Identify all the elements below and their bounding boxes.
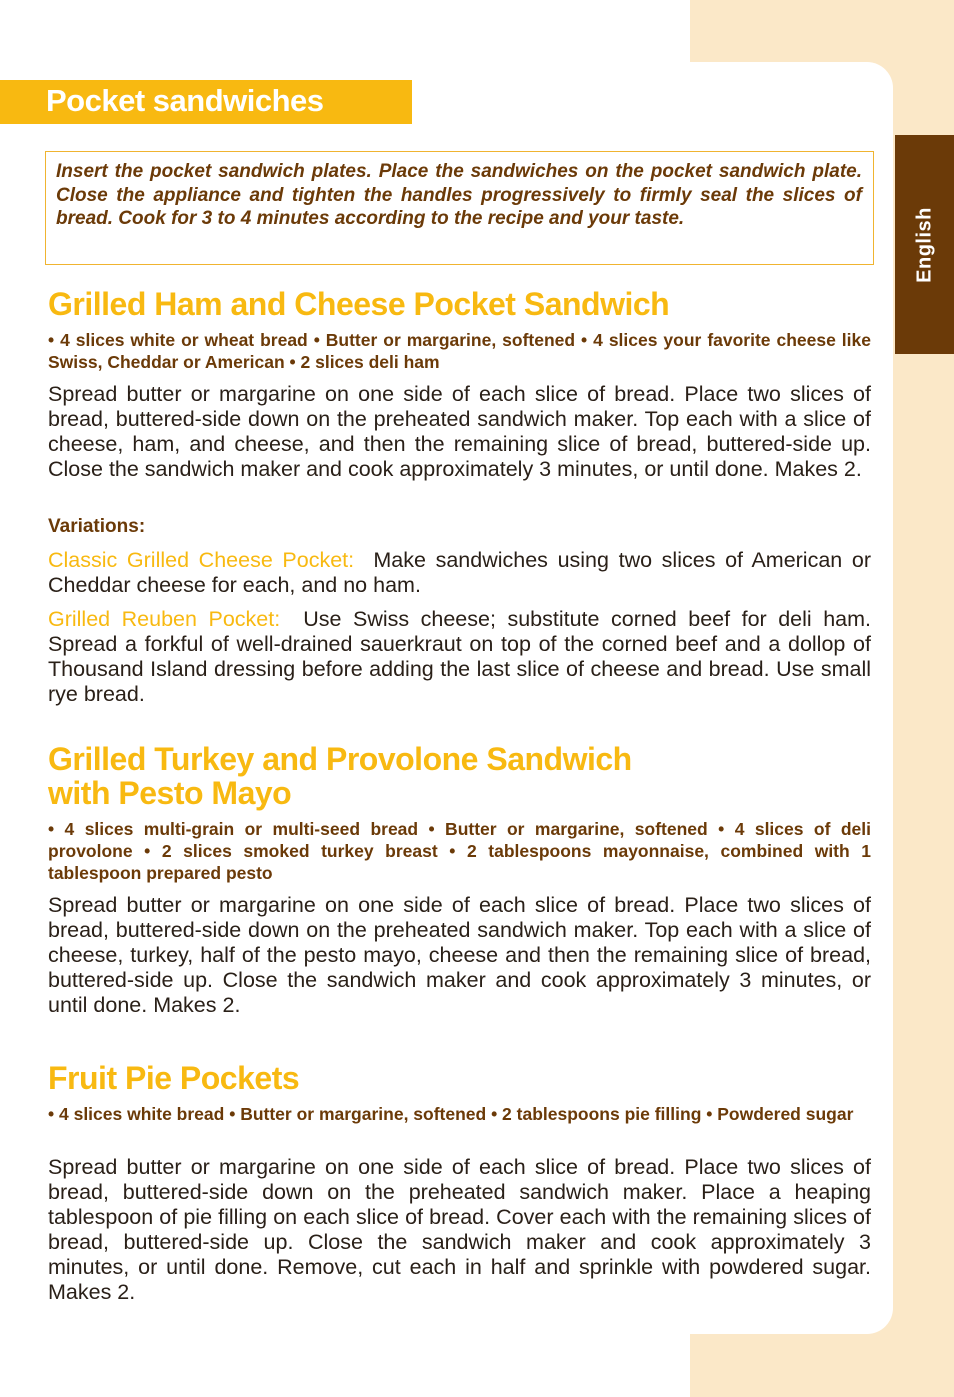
variation-name: Grilled Reuben Pocket: (48, 607, 281, 631)
intro-text: Insert the pocket sandwich plates. Place the sandwiches on the pocket sandwich plate. Close the appliance and tighten the handles progressively to firmly seal the slices of bread. Cook for 3 to 4 minutes according to the recipe and your taste. (56, 161, 862, 229)
recipe-title-line: Grilled Turkey and Provolone Sandwich (48, 741, 632, 777)
recipe-title: Grilled Ham and Cheese Pocket Sandwich (48, 286, 670, 322)
variations-label: Variations: (48, 516, 146, 537)
intro-box (45, 151, 874, 265)
section-title: Pocket sandwiches (46, 83, 324, 118)
recipe-directions: Spread butter or margarine on one side of each slice of bread. Place two slices of bread, buttered-side down on the preheated sandwich maker. Place a heaping tablespoon of pie filling on each slice of bread. Cover each with the remaining slices of bread, buttered-side up. Close the sandwich maker and cook approximately 3 minutes, or until done. Remove, cut each in half and sprinkle with powdered sugar. Makes 2. (48, 1155, 871, 1304)
recipe-title (48, 742, 632, 810)
recipe-directions: Spread butter or margarine on one side of each slice of bread. Place two slices of bread, buttered-side down on the preheated sandwich maker. Top each with a slice of cheese, ham, and cheese, and then the remaining slice of bread, buttered-side up. Close the sandwich maker and cook approximately 3 minutes, or until done. Makes 2. (48, 382, 871, 481)
variation-text: Make sandwiches using two slices of American or Cheddar cheese for each, and no ham. (48, 548, 871, 597)
recipe-directions: Spread butter or margarine on one side of each slice of bread. Place two slices of bread, buttered-side down on the preheated sandwich maker. Top each with a slice of cheese, turkey, half of the pesto mayo, cheese and then the remaining slice of bread, buttered-side up. Close the sandwich maker and cook approximately 3 minutes, or until done. Makes 2. (48, 893, 871, 1017)
language-tab-label: English (913, 206, 935, 283)
variation-name: Classic Grilled Cheese Pocket: (48, 548, 355, 572)
recipe-title: Fruit Pie Pockets (48, 1060, 300, 1096)
recipe-ingredients: • 4 slices white bread • Butter or margarine, softened • 2 tablespoons pie filling • Powdered sugar (48, 1104, 854, 1124)
section-banner (0, 80, 412, 124)
recipe-ingredients: • 4 slices white or wheat bread • Butter or margarine, softened • 4 slices your favorite cheese like Swiss, Cheddar or American • 2 slices deli ham (48, 330, 871, 372)
variation-item (48, 607, 871, 707)
language-tab (895, 135, 954, 354)
recipe-ingredients: • 4 slices multi-grain or multi-seed bread • Butter or margarine, softened • 4 slices of deli provolone • 2 slices smoked turkey breast • 2 tablespoons mayonnaise, combined with 1 tablespoon prepared pesto (48, 819, 871, 883)
variation-text: Use Swiss cheese; substitute corned beef for deli ham. Spread a forkful of well-drained sauerkraut on top of the corned beef and a dollop of Thousand Island dressing before adding the last slice of cheese and bread. Use small rye bread. (48, 607, 872, 706)
variation-item (48, 548, 871, 598)
recipe-title-line: with Pesto Mayo (48, 775, 292, 811)
